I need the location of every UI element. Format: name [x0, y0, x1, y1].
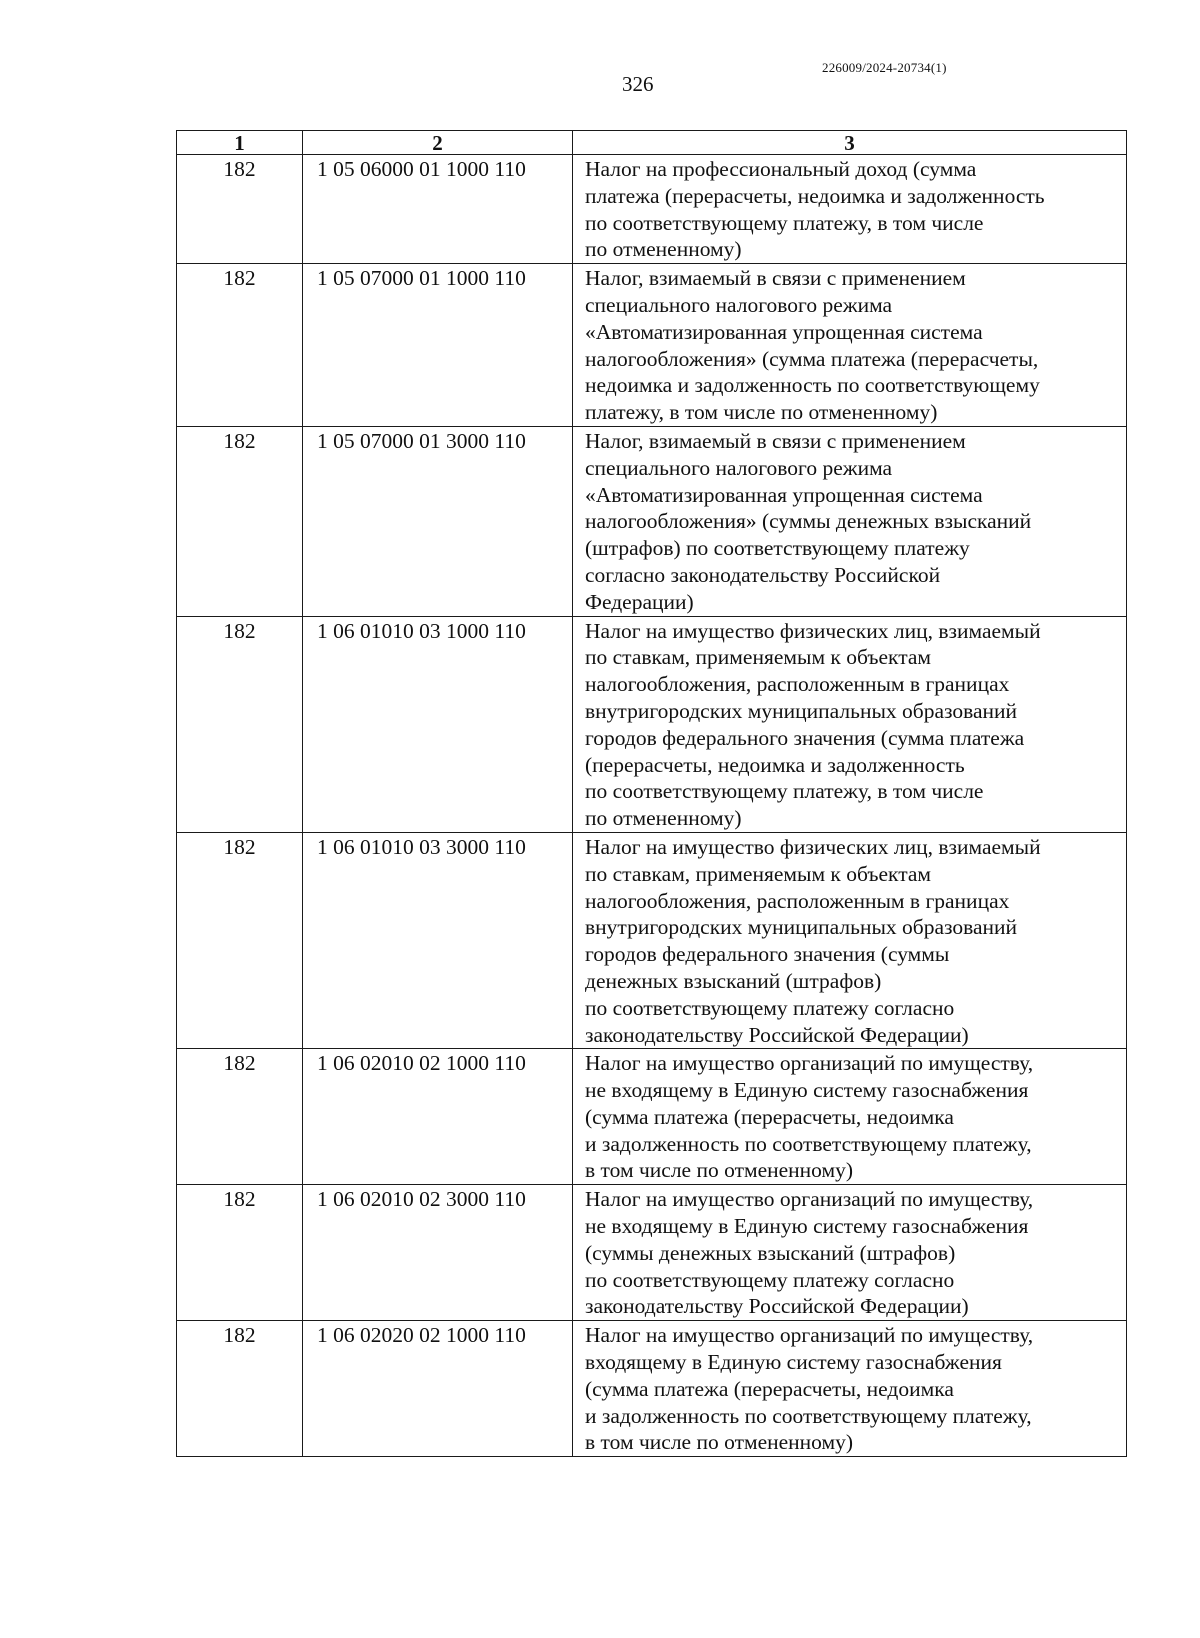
budget-classification-code-cell: 1 05 06000 01 1000 110 — [303, 155, 573, 264]
description-line: Налог, взимаемый в связи с применением — [585, 266, 966, 291]
description-line: Налог на имущество организаций по имуществу, — [585, 1323, 1034, 1348]
budget-classification-code-cell: 1 06 01010 03 3000 110 — [303, 832, 573, 1048]
description-line: (штрафов) по соответствующему платежу — [585, 536, 970, 561]
admin-code-cell: 182 — [177, 1049, 303, 1185]
description-line: городов федерального значения (суммы — [585, 942, 950, 967]
description-line: по соответствующему платежу, в том числе — [585, 210, 984, 235]
description-line: внутригородских муниципальных образований — [585, 915, 1018, 940]
table-row — [177, 1185, 1127, 1321]
document-number: 226009/2024-20734(1) — [822, 60, 947, 75]
description-line: и задолженность по соответствующему платежу, — [585, 1131, 1032, 1156]
income-description-cell — [573, 1185, 1127, 1321]
description-line: входящему в Единую систему газоснабжения — [585, 1350, 1002, 1375]
admin-code-cell: 182 — [177, 1321, 303, 1457]
income-description-cell — [573, 1049, 1127, 1185]
description-line: по отмененному) — [585, 806, 742, 831]
table-row — [177, 616, 1127, 832]
description-line: платежа (перерасчеты, недоимка и задолженность — [585, 183, 1045, 208]
description-line: в том числе по отмененному) — [585, 1430, 854, 1455]
description-line: (сумма платежа (перерасчеты, недоимка — [585, 1104, 954, 1129]
description-line: специального налогового режима — [585, 455, 893, 480]
description-line: платежу, в том числе по отмененному) — [585, 400, 938, 425]
budget-codes-table — [176, 130, 1127, 1457]
description-line: налогообложения» (суммы денежных взысканий — [585, 509, 1032, 534]
description-line: городов федерального значения (сумма платежа — [585, 725, 1025, 750]
table-row — [177, 264, 1127, 427]
description-line: «Автоматизированная упрощенная система — [585, 482, 983, 507]
description-line: согласно законодательству Российской — [585, 562, 941, 587]
description-line: налогообложения» (сумма платежа (перерасчеты, — [585, 346, 1039, 371]
description-line: законодательству Российской Федерации) — [585, 1022, 969, 1047]
description-line: Налог на имущество организаций по имуществу, — [585, 1051, 1034, 1076]
budget-classification-code-cell: 1 05 07000 01 3000 110 — [303, 426, 573, 616]
description-line: Налог на имущество организаций по имуществу, — [585, 1187, 1034, 1212]
column-header-2: 2 — [303, 131, 573, 155]
description-line: «Автоматизированная упрощенная система — [585, 319, 983, 344]
budget-classification-code-cell: 1 06 02010 02 1000 110 — [303, 1049, 573, 1185]
description-line: Федерации) — [585, 589, 694, 614]
page-number: 326 — [622, 72, 654, 96]
description-line: по соответствующему платежу согласно — [585, 995, 955, 1020]
description-line: налогообложения, расположенным в границах — [585, 888, 1010, 913]
description-line: по соответствующему платежу согласно — [585, 1267, 955, 1292]
column-header-3: 3 — [573, 131, 1127, 155]
description-line: не входящему в Единую систему газоснабжения — [585, 1214, 1029, 1239]
description-line: денежных взысканий (штрафов) — [585, 968, 882, 993]
budget-classification-code-cell: 1 06 01010 03 1000 110 — [303, 616, 573, 832]
budget-classification-code-cell: 1 06 02020 02 1000 110 — [303, 1321, 573, 1457]
table-header-row — [177, 131, 1127, 155]
description-line: Налог на профессиональный доход (сумма — [585, 157, 977, 181]
description-line: внутригородских муниципальных образований — [585, 698, 1018, 723]
description-line: по отмененному) — [585, 237, 742, 262]
description-line: Налог на имущество физических лиц, взимаемый — [585, 618, 1041, 643]
table-row — [177, 426, 1127, 616]
income-description-cell — [573, 832, 1127, 1048]
description-line: налогообложения, расположенным в границах — [585, 672, 1010, 697]
income-description-cell — [573, 616, 1127, 832]
description-line: по соответствующему платежу, в том числе — [585, 779, 984, 804]
admin-code-cell: 182 — [177, 264, 303, 427]
description-line: по ставкам, применяемым к объектам — [585, 861, 932, 886]
table-row — [177, 155, 1127, 264]
income-description-cell — [573, 155, 1127, 264]
table-row — [177, 1321, 1127, 1457]
description-line: специального налогового режима — [585, 292, 893, 317]
description-line: недоимка и задолженность по соответствующему — [585, 373, 1040, 398]
admin-code-cell: 182 — [177, 426, 303, 616]
income-description-cell — [573, 264, 1127, 427]
budget-classification-code-cell: 1 05 07000 01 1000 110 — [303, 264, 573, 427]
admin-code-cell: 182 — [177, 616, 303, 832]
description-line: Налог на имущество физических лиц, взимаемый — [585, 834, 1041, 859]
description-line: (сумма платежа (перерасчеты, недоимка — [585, 1376, 954, 1401]
description-line: Налог, взимаемый в связи с применением — [585, 428, 966, 453]
table-body — [177, 155, 1127, 1457]
table-row — [177, 1049, 1127, 1185]
description-line: законодательству Российской Федерации) — [585, 1294, 969, 1319]
table-row — [177, 832, 1127, 1048]
admin-code-cell: 182 — [177, 1185, 303, 1321]
admin-code-cell: 182 — [177, 832, 303, 1048]
description-line: по ставкам, применяемым к объектам — [585, 645, 932, 670]
income-description-cell — [573, 426, 1127, 616]
description-line: не входящему в Единую систему газоснабжения — [585, 1078, 1029, 1103]
income-description-cell — [573, 1321, 1127, 1457]
description-line: (перерасчеты, недоимка и задолженность — [585, 752, 965, 777]
column-header-1: 1 — [177, 131, 303, 155]
description-line: и задолженность по соответствующему платежу, — [585, 1403, 1032, 1428]
description-line: в том числе по отмененному) — [585, 1158, 854, 1183]
budget-classification-code-cell: 1 06 02010 02 3000 110 — [303, 1185, 573, 1321]
admin-code-cell: 182 — [177, 155, 303, 264]
description-line: (суммы денежных взысканий (штрафов) — [585, 1240, 956, 1265]
